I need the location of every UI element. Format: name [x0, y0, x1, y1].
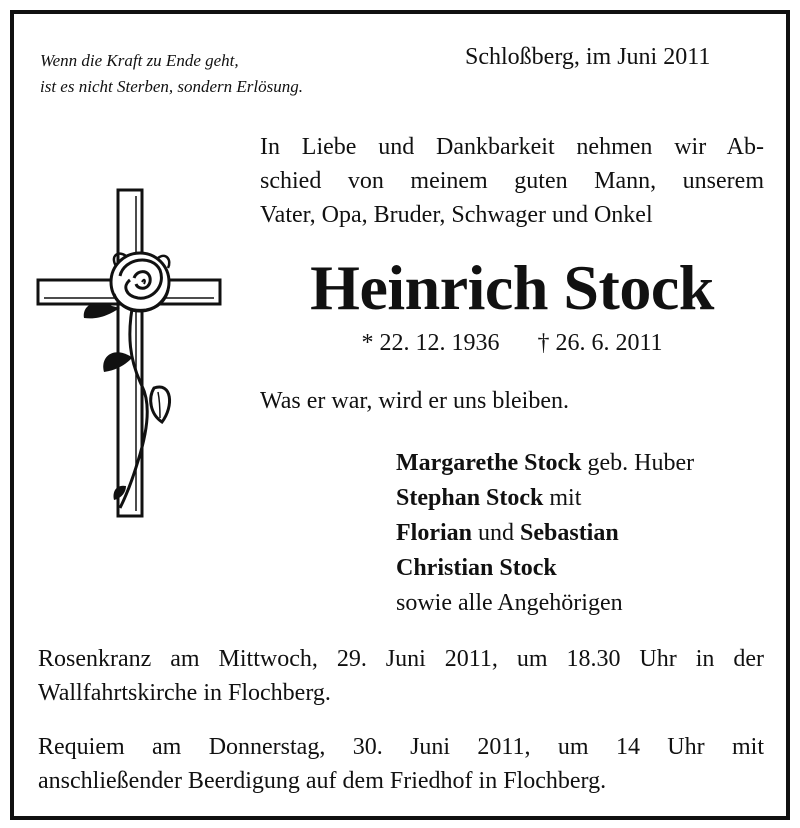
motto-line: ist es nicht Sterben, sondern Erlösung. — [40, 77, 304, 96]
family-note: mit — [543, 485, 582, 511]
intro-text — [260, 130, 764, 232]
family-name: Stephan Stock — [396, 485, 544, 511]
death-date: † 26. 6. 2011 — [537, 330, 663, 356]
deceased-name: Heinrich Stock — [310, 252, 714, 323]
obituary-notice — [10, 10, 790, 820]
motto-line: Wenn die Kraft zu Ende geht, — [40, 51, 239, 70]
life-dates — [260, 326, 764, 360]
rosary-info — [38, 642, 764, 710]
family-name: Margarethe Stock — [396, 450, 582, 476]
place-date: Schloßberg, im Juni 2011 — [465, 44, 711, 70]
family-signatures — [396, 446, 694, 621]
family-line — [396, 516, 694, 551]
intro-line: Vater, Opa, Bruder, Schwager und Onkel — [260, 202, 653, 228]
motto — [40, 48, 303, 100]
requiem-line: anschließender Beerdigung auf dem Friedhof in Flochberg. — [38, 768, 607, 794]
family-note: und — [472, 520, 520, 546]
intro-line: In Liebe und Dankbarkeit nehmen wir Ab- — [260, 134, 764, 160]
requiem-line: Requiem am Donnerstag, 30. Juni 2011, um 14 Uhr mit — [38, 734, 764, 760]
family-name: Sebastian — [520, 520, 619, 546]
family-name: Florian — [396, 520, 472, 546]
family-line — [396, 551, 694, 586]
family-note: geb. Huber — [581, 450, 695, 476]
family-line: sowie alle Angehörigen — [396, 590, 623, 616]
rosary-line: Rosenkranz am Mittwoch, 29. Juni 2011, um 18.30 Uhr in der — [38, 646, 764, 672]
requiem-info — [38, 730, 764, 798]
cross-with-rose-icon — [34, 186, 224, 531]
intro-line: schied von meinem guten Mann, unserem — [260, 168, 764, 194]
family-line — [396, 481, 694, 516]
birth-date: * 22. 12. 1936 — [361, 330, 500, 356]
remembrance-line: Was er war, wird er uns bleiben. — [260, 388, 569, 414]
rosary-line: Wallfahrtskirche in Flochberg. — [38, 680, 331, 706]
family-name: Christian Stock — [396, 555, 557, 581]
family-line — [396, 446, 694, 481]
